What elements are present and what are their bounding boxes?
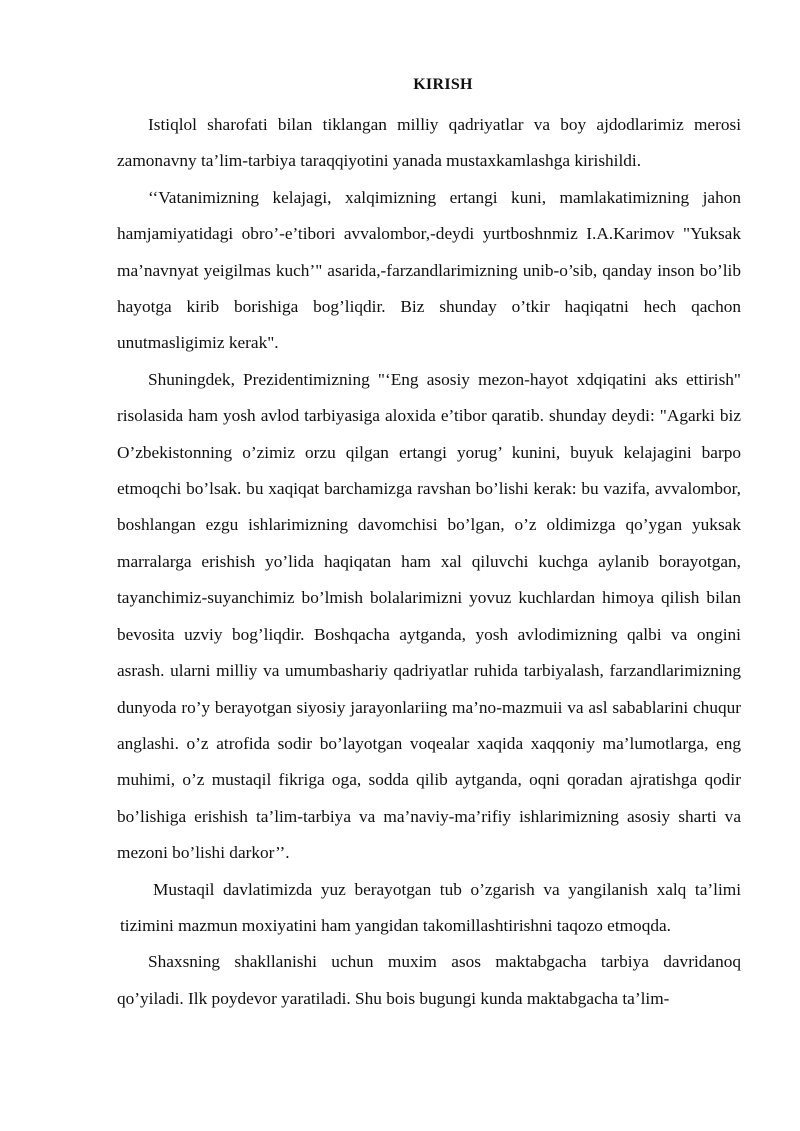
paragraph: Shuningdek, Prezidentimizning "‘Eng asosiy mezon-hayot xdqiqatini aks ettirish" risolasida ham yosh avlod tarbiyasiga aloxida e’tibor qaratib. shunday deydi: "Agarki biz O’zbekistonning o’zimiz orzu qilgan ertangi yorug’ kunini, buyuk kelajagini barpo etmoqchi bo’lsak. bu xaqiqat barchamizga ravshan bo’lishi kerak: bu vazifa, avvalombor, boshlangan ezgu ishlarimizning davomchisi bo’lgan, o’z oldimizga qo’ygan yuksak marralarga erishish yo’lida haqiqatan ham xal qiluvchi kuchga aylanib borayotgan, tayanchimiz-suyanchimiz bo’lmish bolalarimizni yovuz kuchlardan himoya qilish bilan bevosita uzviy bog’liqdir. Boshqacha aytganda, yosh avlodimizning qalbi va ongini asrash. ularni milliy va umumbashariy qadriyatlar ruhida tarbiyalash, farzandlarimizning dunyoda ro’y berayotgan siyosiy jarayonlariing ma’no-mazmuii va asl sabablarini chuqur anglashi. o’z atrofida sodir bo’layotgan voqealar xaqida xaqqoniy ma’lumotlarga, eng muhimi, o’z mustaqil fikriga oga, sodda qilib aytganda, oqni qoradan ajratishga qodir bo’lishiga erishish ta’lim-tarbiya va ma’naviy-ma’rifiy ishlarimizning asosiy sharti va mezoni bo’lishi darkor’’.: [117, 369, 741, 863]
document-body: [117, 107, 741, 1017]
paragraph: Shaxsning shakllanishi uchun muxim asos maktabgacha tarbiya davridanoq qo’yiladi. Ilk poydevor yaratiladi. Shu bois bugungi kunda maktabgacha ta’lim-: [117, 952, 741, 1008]
page-title: KIRISH: [413, 76, 473, 93]
paragraph: Mustaqil davlatimizda yuz berayotgan tub o’zgarish va yangilanish xalq ta’limi tizimini mazmun moxiyatini ham yangidan takomillashtirishni taqozo etmoqda.: [120, 879, 741, 935]
paragraph: Istiqlol sharofati bilan tiklangan milliy qadriyatlar va boy ajdodlarimiz merosi zamonavny ta’lim-tarbiya taraqqiyotini yanada mustaxkamlashga kirishildi.: [117, 115, 741, 171]
paragraph: ‘‘Vatanimizning kelajagi, xalqimizning ertangi kuni, mamlakatimizning jahon hamjamiyatidagi obro’-e’tibori avvalombor,-deydi yurtboshnmiz I.A.Karimov "Yuksak ma’navnyat yeigilmas kuch’" asarida,-farzandlarimizning unib-o’sib, qanday inson bo’lib hayotga kirib borishiga bog’liqdir. Biz shunday o’tkir haqiqatni hech qachon unutmasligimiz kerak".: [117, 187, 741, 353]
